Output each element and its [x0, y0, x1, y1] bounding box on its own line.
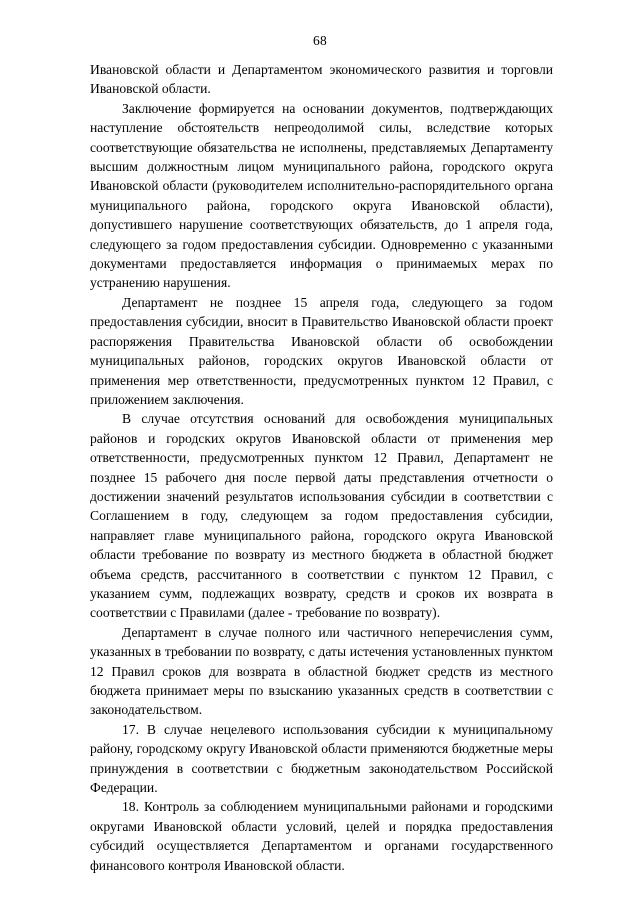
paragraph: Ивановской области и Департаментом экономического развития и торговли Ивановской области.	[90, 62, 553, 97]
paragraph: Заключение формируется на основании документов, подтверждающих наступление обстоятельств непреодолимой силы, вследствие которых соответствующие обязательства не исполнены, представляемых Департаменту высшим должностным лицом муниципального района, городского округа Ивановской области (руководителем исполнительно-распорядительного органа муниципального района, городского округа Ивановской области), допустившего нарушение соответствующих обязательств, до 1 апреля года, следующего за годом предоставления субсидии. Одновременно с указанными документами предоставляется информация о принимаемых мерах по устранению нарушения.	[90, 100, 553, 291]
document-body	[90, 60, 553, 875]
paragraph: Департамент не позднее 15 апреля года, следующего за годом предоставления субсидии, вносит в Правительство Ивановской области проект распоряжения Правительства Ивановской области об освобождении муниципальных районов, городских округов Ивановской области от применения мер ответственности, предусмотренных пунктом 12 Правил, с приложением заключения.	[90, 294, 553, 407]
page-number: 68	[313, 33, 327, 48]
paragraph: 17. В случае нецелевого использования субсидии к муниципальному району, городскому округу Ивановской области применяются бюджетные меры принуждения в соответствии с бюджетным законодательством Российской Федерации.	[90, 721, 553, 796]
paragraph: 18. Контроль за соблюдением муниципальными районами и городскими округами Ивановской области условий, целей и порядка предоставления субсидий осуществляется Департаментом и органами государственного финансового контроля Ивановской области.	[90, 799, 553, 873]
paragraph: В случае отсутствия оснований для освобождения муниципальных районов и городских округов Ивановской области от применения мер ответственности, предусмотренных пунктом 12 Правил, Департамент не позднее 15 рабочего дня после первой даты представления отчетности о достижении значений результатов использования субсидии в соответствии с Соглашением в году, следующем за годом предоставления субсидии, направляет главе муниципального района, городского округа Ивановской области требование по возврату из местного бюджета в областной бюджет объема средств, рассчитанного в соответствии с пунктом 12 Правил, с указанием сумм, подлежащих возврату, средств и сроков их возврата в соответствии с Правилами (далее - требование по возврату).	[90, 411, 553, 621]
paragraph: Департамент в случае полного или частичного неперечисления сумм, указанных в требовании по возврату, с даты истечения установленных пунктом 12 Правил сроков для возврата в областной бюджет средств из местного бюджета принимает меры по взысканию указанных средств в соответствии с законодательством.	[90, 624, 553, 718]
